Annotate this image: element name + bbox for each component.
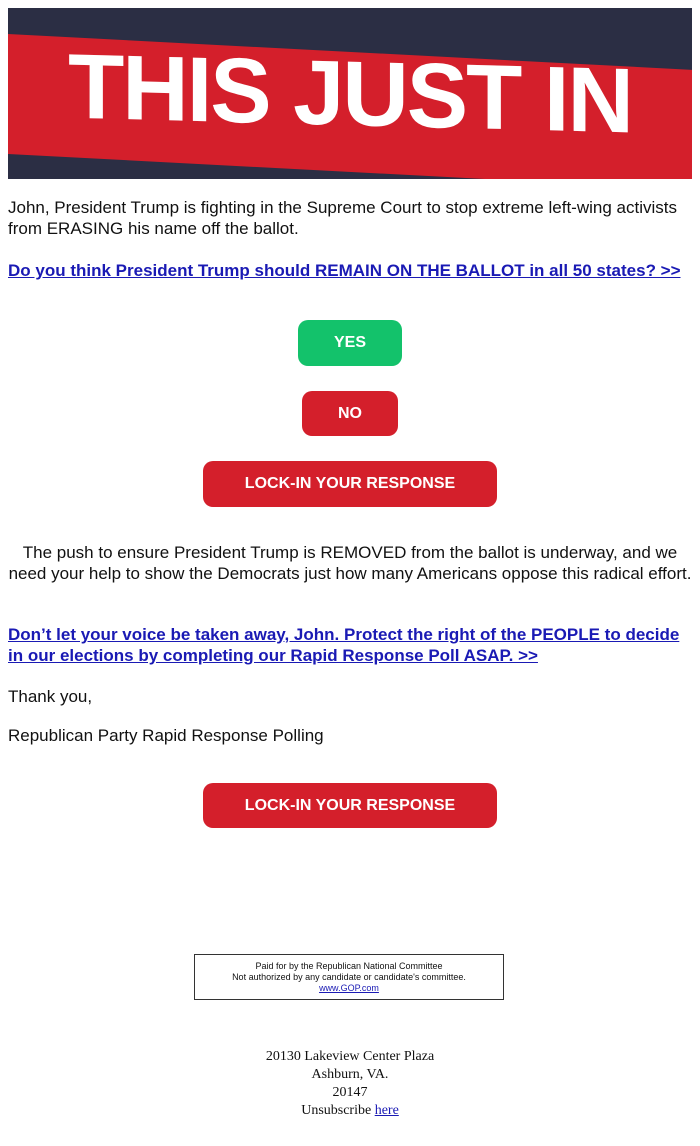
unsubscribe-label: Unsubscribe [301,1103,372,1118]
disclaimer-line-1: Paid for by the Republican National Committee [255,961,443,971]
unsubscribe-link[interactable]: here [374,1103,399,1118]
footer-address [0,1048,700,1120]
yes-button[interactable]: YES [298,320,402,366]
gop-website-link[interactable]: www.GOP.com [319,983,379,993]
body-text: The push to ensure President Trump is REMOVED from the ballot is underway, and we need your help to show the Democrats just how many Americans oppose this radical effort. [8,543,692,583]
paid-for-disclaimer [194,954,504,1000]
address-zip: 20147 [332,1085,368,1100]
lock-in-response-button-bottom[interactable]: LOCK-IN YOUR RESPONSE [203,783,497,828]
lock-in-response-button[interactable]: LOCK-IN YOUR RESPONSE [203,461,497,507]
address-city: Ashburn, VA. [311,1067,389,1082]
thank-you-text: Thank you, [8,687,93,706]
cta-link[interactable]: Don’t let your voice be taken away, John. Protect the right of the PEOPLE to decide in our elections by completing our Rapid Response Poll ASAP. >> [8,625,680,665]
unsubscribe-line [0,1102,700,1120]
banner-title: THIS JUST IN [68,35,632,153]
signature-text: Republican Party Rapid Response Polling [8,726,324,745]
question-link[interactable]: Do you think President Trump should REMAIN ON THE BALLOT in all 50 states? >> [8,261,681,280]
question-paragraph [8,260,692,281]
disclaimer-line-2: Not authorized by any candidate or candidate's committee. [232,972,466,982]
cta-paragraph [8,624,692,666]
intro-text: John, President Trump is fighting in the Supreme Court to stop extreme left-wing activists from ERASING his name off the ballot. [8,198,677,238]
no-button[interactable]: NO [302,391,398,436]
address-street: 20130 Lakeview Center Plaza [265,1049,435,1064]
header-banner [8,8,692,179]
